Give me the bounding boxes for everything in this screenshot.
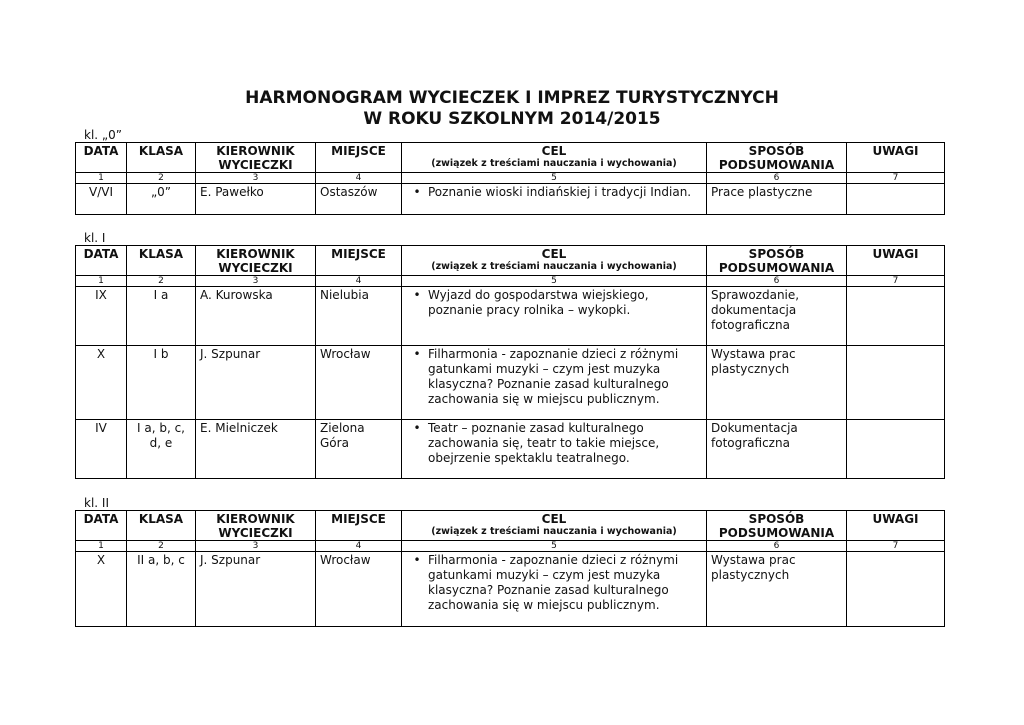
header-kierownik: KIEROWNIK WYCIECZKI [196,143,316,173]
header-cel-title: CEL [541,144,567,158]
header-cel-sub: (związek z treściami nauczania i wychowania) [431,158,677,169]
column-number: 4 [316,276,402,287]
column-number: 5 [402,173,707,184]
document-subtitle: W ROKU SZKOLNYM 2014/2015 [363,109,661,129]
cell-sposob: Prace plastyczne [707,184,847,215]
column-number-row [76,541,945,552]
header-cel [402,246,707,276]
schedule-table [75,142,945,215]
header-uwagi: UWAGI [847,246,945,276]
column-number: 4 [316,173,402,184]
cell-klasa: II a, b, c [127,552,196,627]
header-cel-title: CEL [541,512,567,526]
column-number: 2 [127,173,196,184]
header-cel [402,511,707,541]
cell-data: IV [76,420,127,479]
header-row [76,143,945,173]
column-number: 4 [316,541,402,552]
column-number-row [76,173,945,184]
cell-sposob: Wystawa prac plastycznych [707,552,847,627]
bullet-icon: • [413,553,421,567]
cell-klasa: I b [127,346,196,420]
header-cel-sub: (związek z treściami nauczania i wychowania) [431,526,677,537]
table-row [76,184,945,215]
column-number: 7 [847,173,945,184]
table-row [76,287,945,346]
header-data: DATA [76,143,127,173]
column-number: 6 [707,276,847,287]
bullet-icon: • [413,288,421,302]
column-number: 6 [707,173,847,184]
header-klasa: KLASA [127,511,196,541]
cel-text: Poznanie wioski indiańskiej i tradycji Indian. [428,185,692,199]
section-label: kl. „0” [84,128,122,142]
cell-data: IX [76,287,127,346]
cell-sposob: Dokumentacja fotograficzna [707,420,847,479]
cell-cel [402,346,707,420]
column-number: 2 [127,541,196,552]
bullet-icon: • [413,421,421,435]
header-kierownik: KIEROWNIK WYCIECZKI [196,511,316,541]
cell-kierownik: J. Szpunar [196,552,316,627]
header-data: DATA [76,246,127,276]
cell-kierownik: J. Szpunar [196,346,316,420]
header-row [76,511,945,541]
header-cel [402,143,707,173]
column-number: 2 [127,276,196,287]
bullet-icon: • [413,185,421,199]
cell-klasa: I a, b, c, d, e [127,420,196,479]
section-label: kl. II [84,496,109,510]
header-cel-title: CEL [541,247,567,261]
cell-miejsce: Wrocław [316,552,402,627]
cell-klasa: I a [127,287,196,346]
header-sposob: SPOSÓB PODSUMOWANIA [707,143,847,173]
header-sposob: SPOSÓB PODSUMOWANIA [707,511,847,541]
column-number: 7 [847,541,945,552]
cell-cel [402,184,707,215]
header-sposob: SPOSÓB PODSUMOWANIA [707,246,847,276]
cell-miejsce: Zielona Góra [316,420,402,479]
cel-text: Filharmonia - zapoznanie dzieci z różnymi gatunkami muzyki – czym jest muzyka klasyczna? Poznanie zasad kulturalnego zachowania się w miejscu publicznym. [428,347,679,406]
cell-miejsce: Wrocław [316,346,402,420]
cell-uwagi [847,287,945,346]
table-row [76,420,945,479]
section-label: kl. I [84,231,106,245]
header-miejsce: MIEJSCE [316,143,402,173]
header-klasa: KLASA [127,246,196,276]
table-row [76,346,945,420]
header-uwagi: UWAGI [847,511,945,541]
header-row [76,246,945,276]
cell-uwagi [847,346,945,420]
column-number: 1 [76,276,127,287]
header-uwagi: UWAGI [847,143,945,173]
column-number: 1 [76,173,127,184]
cell-kierownik: A. Kurowska [196,287,316,346]
column-number: 5 [402,276,707,287]
cell-uwagi [847,184,945,215]
cell-miejsce: Nielubia [316,287,402,346]
column-number: 7 [847,276,945,287]
cell-data: V/VI [76,184,127,215]
column-number: 3 [196,173,316,184]
column-number: 1 [76,541,127,552]
header-miejsce: MIEJSCE [316,246,402,276]
column-number: 5 [402,541,707,552]
header-klasa: KLASA [127,143,196,173]
cell-cel [402,420,707,479]
cel-text: Wyjazd do gospodarstwa wiejskiego, poznanie pracy rolnika – wykopki. [428,288,649,317]
table-row [76,552,945,627]
column-number: 3 [196,276,316,287]
schedule-table [75,510,945,627]
cell-data: X [76,552,127,627]
bullet-icon: • [413,347,421,361]
cell-sposob: Wystawa prac plastycznych [707,346,847,420]
column-number: 3 [196,541,316,552]
header-data: DATA [76,511,127,541]
cell-cel [402,287,707,346]
header-cel-sub: (związek z treściami nauczania i wychowania) [431,261,677,272]
cell-miejsce: Ostaszów [316,184,402,215]
cell-data: X [76,346,127,420]
cell-kierownik: E. Mielniczek [196,420,316,479]
schedule-table [75,245,945,479]
cell-klasa: „0” [127,184,196,215]
cel-text: Teatr – poznanie zasad kulturalnego zachowania się, teatr to takie miejsce, obejrzenie spektaklu teatralnego. [428,421,660,465]
column-number-row [76,276,945,287]
document-title: HARMONOGRAM WYCIECZEK I IMPREZ TURYSTYCZNYCH [245,88,779,108]
header-miejsce: MIEJSCE [316,511,402,541]
cell-sposob: Sprawozdanie, dokumentacja fotograficzna [707,287,847,346]
cell-uwagi [847,420,945,479]
header-kierownik: KIEROWNIK WYCIECZKI [196,246,316,276]
cell-uwagi [847,552,945,627]
column-number: 6 [707,541,847,552]
cell-cel [402,552,707,627]
cell-kierownik: E. Pawełko [196,184,316,215]
cel-text: Filharmonia - zapoznanie dzieci z różnymi gatunkami muzyki – czym jest muzyka klasyczna? Poznanie zasad kulturalnego zachowania się w miejscu publicznym. [428,553,679,612]
